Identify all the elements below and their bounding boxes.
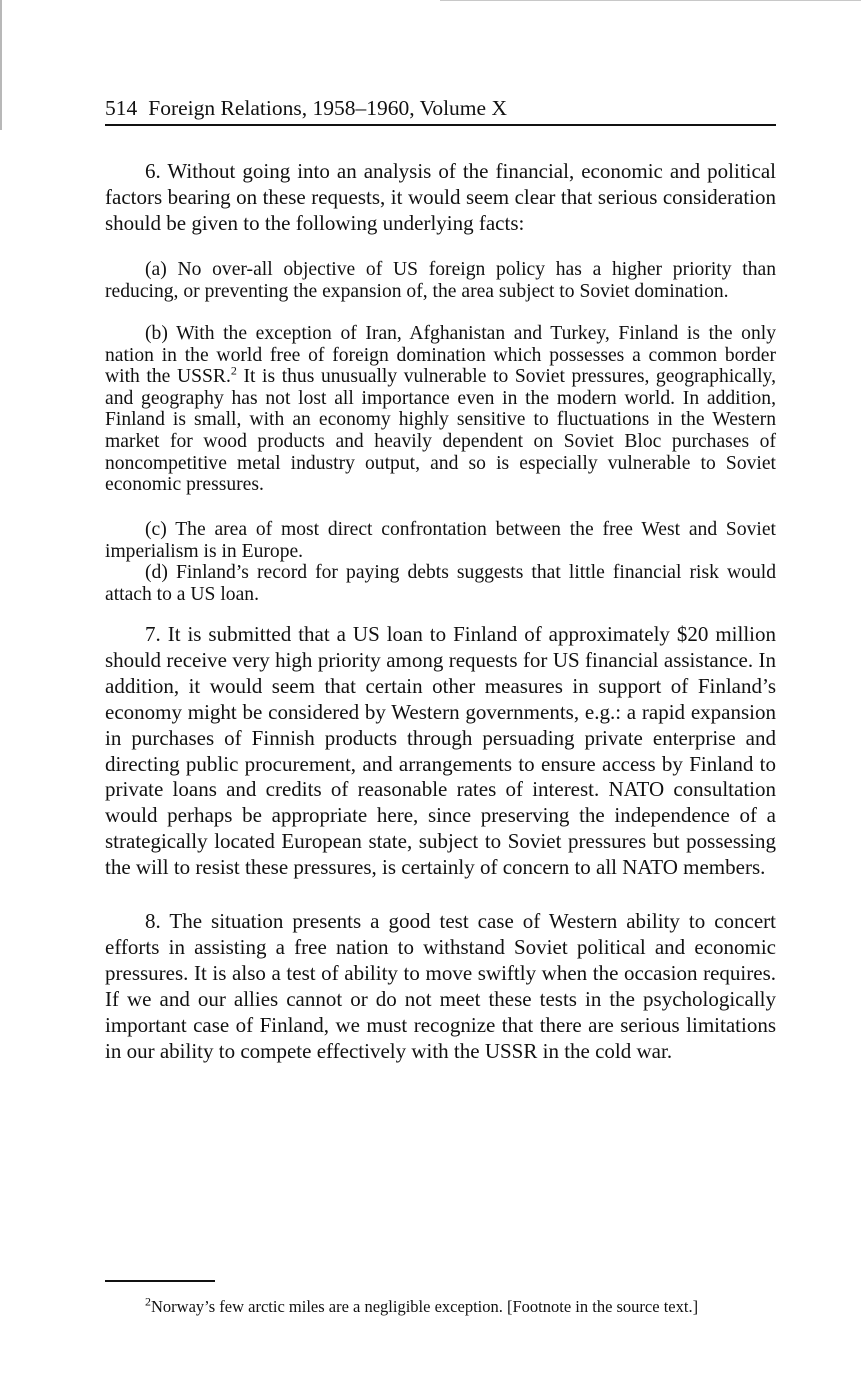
volume-title: Foreign Relations, 1958–1960, Volume X [148, 96, 507, 120]
paragraph-7: 7. It is submitted that a US loan to Finland of approximately $20 million should receive very high priority among requests for US financial assistance. In addition, it would seem that certain other measures in support of Finland’s economy might be considered by Western governments, e.g.: a rapid expansion in purchases of Finnish products through persuading private enterprise and directing public procurement, and arrangements to ensure access by Finland to private loans and credits of reasonable rates of interest. NATO consultation would perhaps be appropriate here, since preserving the independence of a strategically located European state, subject to Soviet pressures but possessing the will to resist these pressures, is certainly of concern to all NATO members. [105, 622, 776, 880]
footnote-mark: 2 [145, 1294, 151, 1309]
footnote [105, 1294, 776, 1317]
header-rule [105, 124, 776, 126]
running-head [105, 94, 776, 122]
item-b-text-1: (b) With the exception of Iran, Afghanistan and Turkey, Finland is the only nation in the world free of foreign domination which possesses a common border with the USSR. [105, 323, 776, 388]
scan-edge-left [0, 0, 2, 130]
paragraph-8: 8. The situation presents a good test case of Western ability to concert efforts in assisting a free nation to withstand Soviet political and economic pressures. It is also a test of ability to move swiftly when the occasion requires. If we and our allies cannot or do not meet these tests in the psychologically important case of Finland, we must recognize that there are serious limitations in our ability to compete effectively with the USSR in the cold war. [105, 909, 776, 1063]
item-c: (c) The area of most direct confrontation between the free West and Soviet imperialism is in Europe. [105, 519, 776, 562]
footnote-text: Norway’s few arctic miles are a negligible exception. [Footnote in the source text.] [151, 1297, 699, 1316]
item-b [105, 323, 776, 496]
item-a: (a) No over-all objective of US foreign policy has a higher priority than reducing, or preventing the expansion of, the area subject to Soviet domination. [105, 259, 776, 302]
page-number: 514 [105, 96, 138, 120]
paragraph-6: 6. Without going into an analysis of the financial, economic and political factors bearing on these requests, it would seem clear that serious consideration should be given to the following underlying facts: [105, 159, 776, 235]
footnote-reference: 2 [230, 363, 237, 378]
scan-edge-top [440, 0, 861, 1]
footnote-rule [105, 1280, 215, 1282]
item-d: (d) Finland’s record for paying debts suggests that little financial risk would attach to a US loan. [105, 562, 776, 605]
item-b-text-2: It is thus unusually vulnerable to Soviet pressures, geographically, and geography has not lost all importance even in the modern world. In addition, Finland is small, with an economy highly sensitive to fluctuations in the Western market for wood products and heavily dependent on Soviet Bloc purchases of noncompetitive metal industry output, and so is especially vulnerable to Soviet economic pressures. [105, 366, 776, 496]
